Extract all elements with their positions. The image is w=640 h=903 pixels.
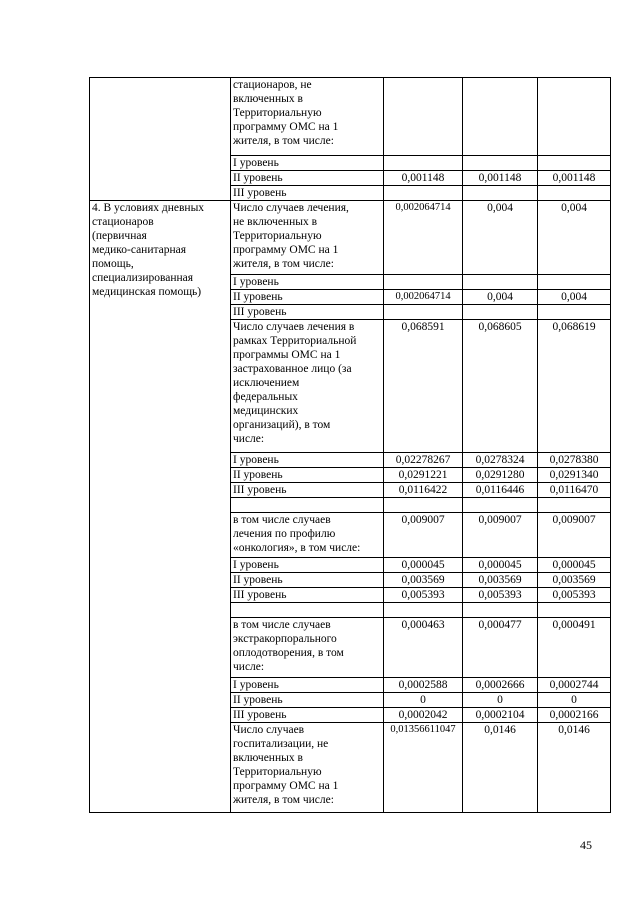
value-cell: 0,001148: [463, 171, 538, 186]
indicator-cell: Число случаев лечения в рамках Территориальной программы ОМС на 1 застрахованное лицо (за исключением федеральных медицинских организаций), в том числе:: [231, 320, 384, 453]
value-cell: 0,0002042: [384, 708, 463, 723]
value-cell: [384, 156, 463, 171]
value-cell: 0,0002104: [463, 708, 538, 723]
value-cell: [538, 156, 611, 171]
value-cell: [463, 305, 538, 320]
indicator-cell: II уровень: [231, 171, 384, 186]
value-cell: 0,009007: [463, 513, 538, 558]
table-row: [90, 201, 611, 275]
section-cell: [90, 78, 231, 201]
value-cell: 0,0146: [463, 723, 538, 813]
value-cell: 0,068605: [463, 320, 538, 453]
indicator-cell: II уровень: [231, 468, 384, 483]
value-cell: 0,0002666: [463, 678, 538, 693]
value-cell: 0,0278324: [463, 453, 538, 468]
value-cell: 0,0291221: [384, 468, 463, 483]
indicator-cell: в том числе случаев лечения по профилю «онкология», в том числе:: [231, 513, 384, 558]
value-cell: [384, 305, 463, 320]
indicator-cell: стационаров, не включенных в Территориальную программу ОМС на 1 жителя, в том числе:: [231, 78, 384, 156]
indicator-cell: в том числе случаев экстракорпорального оплодотворения, в том числе:: [231, 618, 384, 678]
indicator-cell: III уровень: [231, 305, 384, 320]
value-cell: [384, 498, 463, 513]
indicators-table: [89, 77, 611, 813]
value-cell: 0,009007: [384, 513, 463, 558]
value-cell: [384, 603, 463, 618]
value-cell: 0,001148: [538, 171, 611, 186]
value-cell: 0,000463: [384, 618, 463, 678]
value-cell: 0,000045: [538, 558, 611, 573]
indicator-cell: I уровень: [231, 558, 384, 573]
indicator-cell: III уровень: [231, 483, 384, 498]
value-cell: 0,005393: [538, 588, 611, 603]
value-cell: [538, 275, 611, 290]
value-cell: 0,003569: [538, 573, 611, 588]
table-body: [90, 78, 611, 813]
indicator-cell: III уровень: [231, 588, 384, 603]
indicator-cell: II уровень: [231, 290, 384, 305]
section-cell: 4. В условиях дневных стационаров (первичная медико-санитарная помощь, специализированная медицинская помощь): [90, 201, 231, 813]
value-cell: [538, 498, 611, 513]
value-cell: 0,004: [538, 290, 611, 305]
value-cell: 0,005393: [384, 588, 463, 603]
table-row: [90, 78, 611, 156]
value-cell: 0,004: [538, 201, 611, 275]
value-cell: [463, 603, 538, 618]
value-cell: [463, 498, 538, 513]
value-cell: 0,0116446: [463, 483, 538, 498]
indicator-cell: Число случаев госпитализации, не включенных в Территориальную программу ОМС на 1 жителя, в том числе:: [231, 723, 384, 813]
value-cell: 0,002064714: [384, 201, 463, 275]
value-cell: 0,068619: [538, 320, 611, 453]
value-cell: 0,0146: [538, 723, 611, 813]
indicator-cell: II уровень: [231, 573, 384, 588]
value-cell: 0,0291280: [463, 468, 538, 483]
indicator-cell: I уровень: [231, 156, 384, 171]
value-cell: 0,002064714: [384, 290, 463, 305]
indicator-cell: II уровень: [231, 693, 384, 708]
value-cell: 0,000045: [384, 558, 463, 573]
indicator-cell: I уровень: [231, 678, 384, 693]
indicator-cell: [231, 603, 384, 618]
value-cell: 0,005393: [463, 588, 538, 603]
value-cell: 0: [384, 693, 463, 708]
value-cell: 0,001148: [384, 171, 463, 186]
value-cell: [463, 156, 538, 171]
value-cell: 0,009007: [538, 513, 611, 558]
value-cell: [463, 78, 538, 156]
value-cell: 0,0002588: [384, 678, 463, 693]
indicator-cell: Число случаев лечения, не включенных в Территориальную программу ОМС на 1 жителя, в том числе:: [231, 201, 384, 275]
value-cell: 0,0002744: [538, 678, 611, 693]
indicator-cell: I уровень: [231, 275, 384, 290]
value-cell: 0,004: [463, 290, 538, 305]
value-cell: [538, 305, 611, 320]
indicator-cell: I уровень: [231, 453, 384, 468]
value-cell: 0,003569: [384, 573, 463, 588]
value-cell: [463, 275, 538, 290]
value-cell: 0,000491: [538, 618, 611, 678]
page-number: 45: [580, 838, 592, 852]
value-cell: [384, 186, 463, 201]
value-cell: 0,000477: [463, 618, 538, 678]
value-cell: [538, 186, 611, 201]
value-cell: 0,0291340: [538, 468, 611, 483]
value-cell: [538, 603, 611, 618]
value-cell: 0: [463, 693, 538, 708]
value-cell: [384, 275, 463, 290]
indicator-cell: III уровень: [231, 186, 384, 201]
value-cell: [384, 78, 463, 156]
value-cell: 0,0116422: [384, 483, 463, 498]
value-cell: [463, 186, 538, 201]
indicator-cell: III уровень: [231, 708, 384, 723]
value-cell: 0,01356611047: [384, 723, 463, 813]
indicator-cell: [231, 498, 384, 513]
value-cell: 0,068591: [384, 320, 463, 453]
value-cell: [538, 78, 611, 156]
value-cell: 0,02278267: [384, 453, 463, 468]
value-cell: 0,000045: [463, 558, 538, 573]
value-cell: 0,0116470: [538, 483, 611, 498]
value-cell: 0: [538, 693, 611, 708]
value-cell: 0,0002166: [538, 708, 611, 723]
value-cell: 0,0278380: [538, 453, 611, 468]
value-cell: 0,004: [463, 201, 538, 275]
value-cell: 0,003569: [463, 573, 538, 588]
